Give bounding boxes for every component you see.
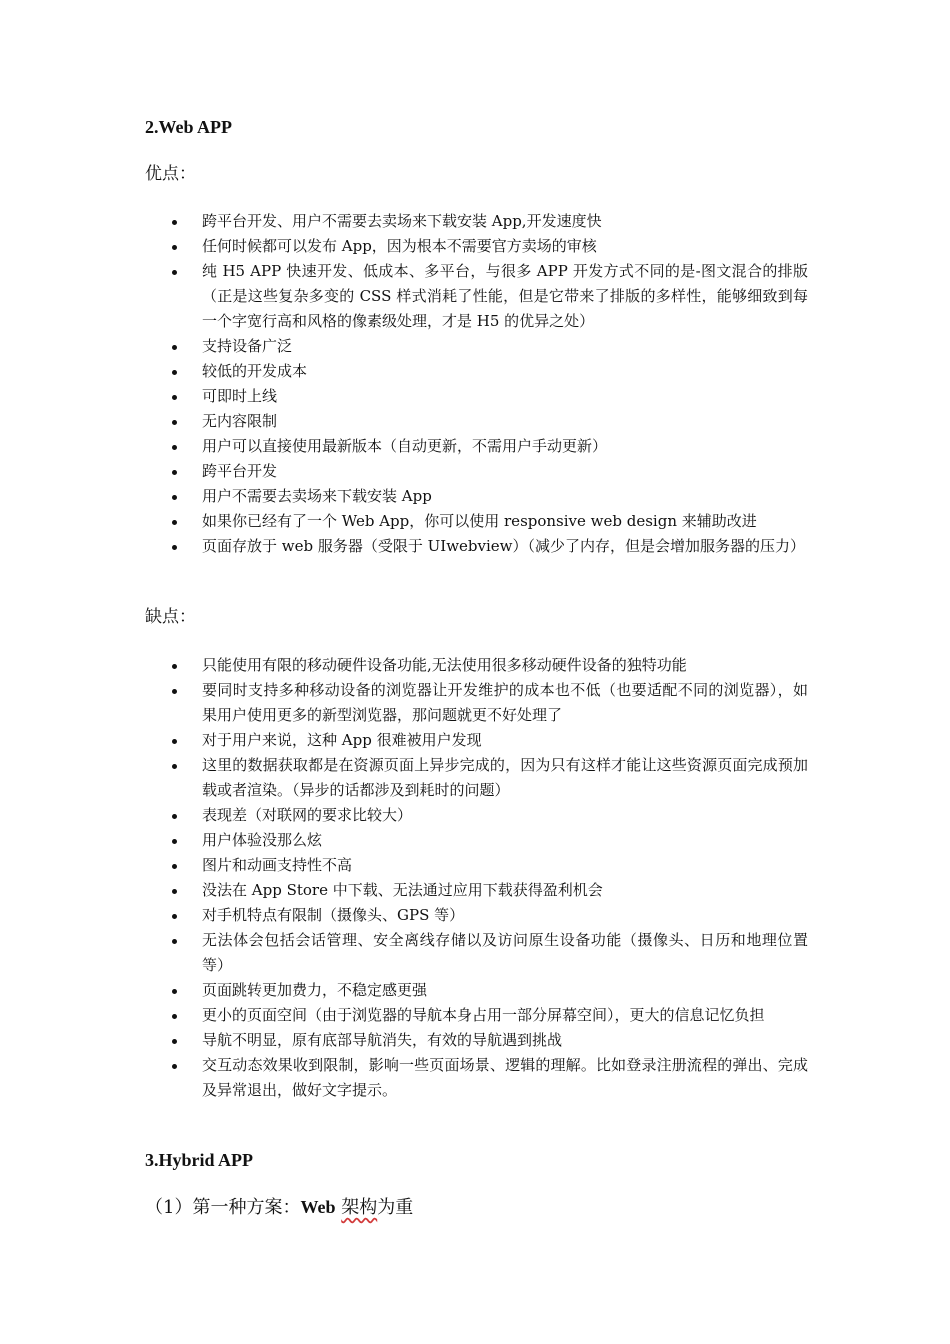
cons-list <box>0 653 808 1103</box>
list-item: 只能使用有限的移动硬件设备功能,无法使用很多移动硬件设备的独特功能 <box>0 653 808 678</box>
bullet-icon <box>172 420 177 425</box>
list-item: 对于用户来说，这种 App 很难被用户发现 <box>0 728 808 753</box>
bullet-icon <box>172 989 177 994</box>
list-item: 任何时候都可以发布 App，因为根本不需要官方卖场的审核 <box>0 234 808 259</box>
list-item: 页面存放于 web 服务器（受限于 UIwebview）（减少了内存，但是会增加服务器的压力） <box>0 534 808 559</box>
subheading-bold-web: Web <box>300 1197 336 1217</box>
bullet-icon <box>172 370 177 375</box>
section-heading-web-app: 2.Web APP <box>145 117 233 137</box>
bullet-icon <box>172 1039 177 1044</box>
subheading-first-scheme <box>145 1195 413 1220</box>
list-item: 如果你已经有了一个 Web App，你可以使用 responsive web design 来辅助改进 <box>0 509 808 534</box>
list-item: 图片和动画支持性不高 <box>0 853 808 878</box>
pros-list <box>0 209 808 559</box>
list-item: 表现差（对联网的要求比较大） <box>0 803 808 828</box>
bullet-icon <box>172 245 177 250</box>
bullet-icon <box>172 395 177 400</box>
list-item: 用户体验没那么炫 <box>0 828 808 853</box>
list-item: 用户不需要去卖场来下载安装 App <box>0 484 808 509</box>
bullet-icon <box>172 445 177 450</box>
cons-label: 缺点： <box>145 607 196 627</box>
list-item: 页面跳转更加费力，不稳定感更强 <box>0 978 808 1003</box>
bullet-icon <box>172 1064 177 1069</box>
list-item: 导航不明显，原有底部导航消失，有效的导航遇到挑战 <box>0 1028 808 1053</box>
subheading-text: 第一种方案： <box>192 1197 301 1218</box>
bullet-icon <box>172 345 177 350</box>
bullet-icon <box>172 814 177 819</box>
list-item: 更小的页面空间（由于浏览器的导航本身占用一部分屏幕空间），更大的信息记忆负担 <box>0 1003 808 1028</box>
subheading-number: （1） <box>145 1197 193 1218</box>
spellcheck-underlined-word: 架构 <box>341 1197 378 1218</box>
bullet-icon <box>172 939 177 944</box>
list-item: 可即时上线 <box>0 384 808 409</box>
list-item: 支持设备广泛 <box>0 334 808 359</box>
pros-label: 优点： <box>145 164 196 184</box>
bullet-icon <box>172 545 177 550</box>
list-item: 无法体会包括会话管理、安全离线存储以及访问原生设备功能（摄像头、日历和地理位置等） <box>0 928 808 978</box>
list-item: 交互动态效果收到限制，影响一些页面场景、逻辑的理解。比如登录注册流程的弹出、完成及异常退出，做好文字提示。 <box>0 1053 808 1103</box>
bullet-icon <box>172 664 177 669</box>
bullet-icon <box>172 839 177 844</box>
list-item: 无内容限制 <box>0 409 808 434</box>
bullet-icon <box>172 470 177 475</box>
bullet-icon <box>172 889 177 894</box>
bullet-icon <box>172 914 177 919</box>
list-item: 这里的数据获取都是在资源页面上异步完成的，因为只有这样才能让这些资源页面完成预加载或者渲染。（异步的话都涉及到耗时的问题） <box>0 753 808 803</box>
list-item: 用户可以直接使用最新版本（自动更新，不需用户手动更新） <box>0 434 808 459</box>
list-item: 纯 H5 APP 快速开发、低成本、多平台，与很多 APP 开发方式不同的是-图文混合的排版（正是这些复杂多变的 CSS 样式消耗了性能，但是它带来了排版的多样性，能够细致到每一个字宽行高和风格的像素级处理，才是 H5 的优异之处） <box>0 259 808 334</box>
list-item: 要同时支持多种移动设备的浏览器让开发维护的成本也不低（也要适配不同的浏览器），如果用户使用更多的新型浏览器，那问题就更不好处理了 <box>0 678 808 728</box>
bullet-icon <box>172 495 177 500</box>
list-item: 跨平台开发、用户不需要去卖场来下载安装 App,开发速度快 <box>0 209 808 234</box>
bullet-icon <box>172 1014 177 1019</box>
list-item: 较低的开发成本 <box>0 359 808 384</box>
bullet-icon <box>172 764 177 769</box>
list-item: 跨平台开发 <box>0 459 808 484</box>
section-heading-hybrid-app: 3.Hybrid APP <box>145 1150 254 1170</box>
bullet-icon <box>172 520 177 525</box>
list-item: 没法在 App Store 中下载、无法通过应用下载获得盈利机会 <box>0 878 808 903</box>
bullet-icon <box>172 270 177 275</box>
bullet-icon <box>172 689 177 694</box>
bullet-icon <box>172 739 177 744</box>
subheading-suffix: 为重 <box>377 1197 414 1218</box>
bullet-icon <box>172 864 177 869</box>
list-item: 对手机特点有限制（摄像头、GPS 等） <box>0 903 808 928</box>
bullet-icon <box>172 220 177 225</box>
